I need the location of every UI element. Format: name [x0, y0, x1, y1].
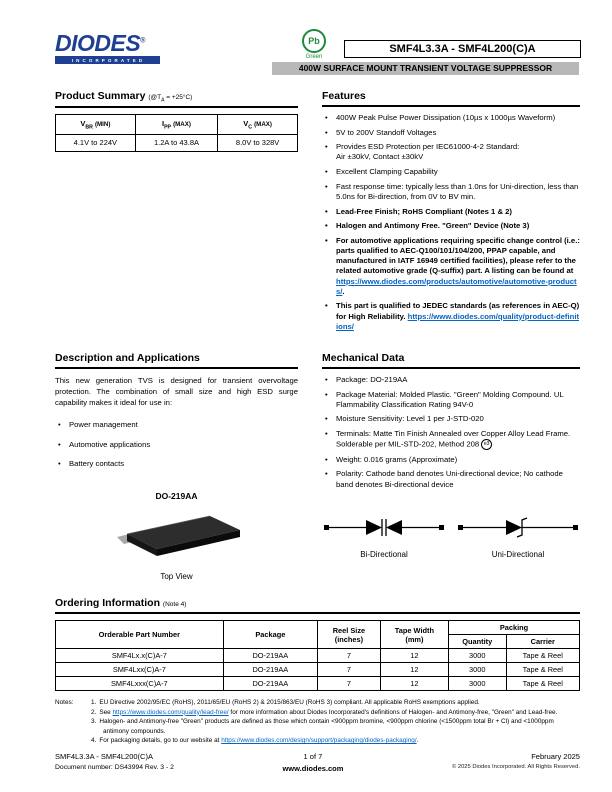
- col-carrier: Carrier: [506, 635, 579, 649]
- applications-list: [55, 420, 298, 468]
- notes-label: Notes:: [55, 699, 74, 706]
- section-title-features: Features: [322, 90, 580, 107]
- cell-quantity: 3000: [448, 663, 506, 677]
- cell-tape-width: 12: [380, 677, 448, 691]
- cell-reel-size: 7: [317, 663, 380, 677]
- mechanical-item: • Package: DO-219AA: [322, 375, 580, 385]
- footer-right: [452, 752, 580, 770]
- note-item: 3. Halogen- and Antimony-free "Green" products are defined as those which contain <900ppm bromine, <900ppm chlorine (<1500ppm total Br + Cl) and <1000ppm antimony compounds.: [91, 718, 554, 735]
- cell-carrier: Tape & Reel: [506, 677, 579, 691]
- package-caption: Top View: [160, 571, 193, 581]
- packaging-link[interactable]: https://www.diodes.com/design/support/packaging/diodes-packaging/: [221, 737, 417, 745]
- pb-icon: Pb: [302, 29, 326, 53]
- application-item: • Automotive applications: [55, 440, 298, 450]
- mechanical-item: • Weight: 0.016 grams (Approximate): [322, 455, 580, 465]
- table-row: [56, 134, 298, 151]
- summary-header-vbr: $V_{BR}$ (MIN): [56, 115, 136, 135]
- ordering-title-note: (Note 4): [162, 601, 187, 608]
- section-title-ordering: Ordering Information (Note 4): [55, 597, 580, 614]
- product-summary-section: [55, 90, 298, 152]
- cell-reel-size: 7: [317, 677, 380, 691]
- cell-part-number: SMF4Lxx(C)A-7: [56, 663, 224, 677]
- cell-quantity: 3000: [448, 649, 506, 663]
- feature-item: • Lead-Free Finish; RoHS Compliant (Notes 1 & 2): [322, 207, 580, 217]
- summary-condition: $(@T_A = +25^\circ C)$: [148, 94, 193, 104]
- diodes-logo: [55, 32, 160, 64]
- col-package: Package: [223, 621, 317, 649]
- cell-package: DO-219AA: [223, 649, 317, 663]
- package-top-view-image: [102, 506, 252, 564]
- bi-directional-symbol: [324, 514, 444, 559]
- page-footer: [55, 752, 580, 773]
- lead-free-link[interactable]: https://www.diodes.com/quality/lead-free/: [112, 708, 229, 716]
- footer-doc-number: Document number: DS43994 Rev. 3 - 2: [55, 764, 174, 771]
- notes-section: [55, 698, 580, 746]
- footer-date: February 2025: [531, 752, 580, 761]
- diode-symbols: [322, 514, 580, 559]
- cell-reel-size: 7: [317, 649, 380, 663]
- description-text: This new generation TVS is designed for transient overvoltage protection. The combination of small size and high ESD surge capability makes it ideal for use in:: [55, 376, 298, 408]
- application-item: • Power management: [55, 420, 298, 430]
- pb-free-green-icon: [296, 29, 332, 60]
- ordering-information-section: [55, 597, 580, 746]
- mechanical-data-section: [322, 352, 580, 559]
- section-title-mechanical: Mechanical Data: [322, 352, 580, 369]
- summary-value-vbr: 4.1V to 224V: [56, 134, 136, 151]
- description-section: [55, 352, 298, 581]
- cell-tape-width: 12: [380, 649, 448, 663]
- automotive-products-link[interactable]: https://www.diodes.com/products/automotive/automotive-products/: [336, 276, 577, 296]
- footer-left: [55, 752, 174, 771]
- summary-value-vc: 8.0V to 328V: [218, 134, 298, 151]
- cell-tape-width: 12: [380, 663, 448, 677]
- e3-mark: e3: [481, 439, 492, 450]
- cell-part-number: SMF4Lxxx(C)A-7: [56, 677, 224, 691]
- feature-item: • Fast response time: typically less than 1.0ns for Uni-direction, less than 5.0ns for Bi-direction, from 0V to BV min.: [322, 182, 580, 202]
- product-summary-table: [55, 114, 298, 152]
- table-row: [56, 677, 580, 691]
- uni-directional-label: Uni-Directional: [491, 549, 545, 559]
- cell-carrier: Tape & Reel: [506, 663, 579, 677]
- table-row: [56, 663, 580, 677]
- part-number-box: SMF4L3.3A - SMF4L200(C)A: [344, 40, 581, 58]
- features-section: [322, 90, 580, 336]
- feature-item: • 400W Peak Pulse Power Dissipation (10µs x 1000µs Waveform): [322, 113, 580, 123]
- product-definitions-link[interactable]: https://www.diodes.com/quality/product-definitions/: [336, 311, 580, 331]
- cell-package: DO-219AA: [223, 663, 317, 677]
- mechanical-item: • Package Material: Molded Plastic. "Green" Molding Compound. UL Flammability Classification Rating 94V-0: [322, 390, 580, 410]
- col-reel-size: Reel Size (inches): [317, 621, 380, 649]
- page-subtitle: 400W SURFACE MOUNT TRANSIENT VOLTAGE SUPPRESSOR: [272, 62, 579, 75]
- application-item: • Battery contacts: [55, 459, 298, 469]
- section-title-product-summary: Product Summary $(@T_A = +25^\circ C)$: [55, 90, 298, 108]
- section-title-description: Description and Applications: [55, 352, 298, 369]
- feature-item: • For automotive applications requiring specific change control (i.e.: parts qualified to AEC-Q100/101/104/200, PPAP capable, and manufactured in IATF 16949 certified facilities), please refer to the related automotive grade (Q-suffix) part. A listing can be found at https://www.diodes.com/products/automotive/automotive-products/.: [322, 236, 580, 297]
- summary-header-ipp: $I_{PP}$ (MAX): [135, 115, 218, 135]
- cell-carrier: Tape & Reel: [506, 649, 579, 663]
- cell-package: DO-219AA: [223, 677, 317, 691]
- feature-item: • 5V to 200V Standoff Voltages: [322, 128, 580, 138]
- note-item: 4. For packaging details, go to our website at https://www.diodes.com/design/support/packaging/diodes-packaging/.: [91, 737, 419, 745]
- features-list: [322, 113, 580, 332]
- feature-item: • Halogen and Antimony Free. "Green" Device (Note 3): [322, 221, 580, 231]
- note-item: 1. EU Directive 2002/95/EC (RoHS), 2011/65/EU (RoHS 2) & 2015/863/EU (RoHS 3) compliant. All applicable RoHS exemptions applied.: [91, 699, 480, 706]
- footer-center: [282, 752, 343, 773]
- ordering-table: [55, 620, 580, 691]
- feature-item: • Provides ESD Protection per IEC61000-4-2 Standard: Air ±30kV, Contact ±30kV: [322, 142, 580, 162]
- uni-directional-symbol-image: [458, 514, 578, 542]
- col-tape-width: Tape Width (mm): [380, 621, 448, 649]
- feature-item: • This part is qualified to JEDEC standards (as references in AEC-Q) for High Reliability. https://www.diodes.com/quality/product-definitions/: [322, 301, 580, 331]
- table-row: [56, 649, 580, 663]
- feature-item: • Excellent Clamping Capability: [322, 167, 580, 177]
- package-name: DO-219AA: [155, 490, 198, 501]
- mechanical-list: [322, 375, 580, 490]
- diodes-logo-text: DIODES®: [55, 30, 145, 56]
- mechanical-item: • Polarity: Cathode band denotes Uni-directional device; No cathode band denotes Bi-directional device: [322, 469, 580, 489]
- footer-website-link[interactable]: www.diodes.com: [282, 764, 344, 773]
- bi-directional-symbol-image: [324, 514, 444, 542]
- mechanical-item: • Terminals: Matte Tin Finish Annealed over Copper Alloy Lead Frame. Solderable per MIL-STD-202, Method 208 e3: [322, 429, 580, 450]
- col-quantity: Quantity: [448, 635, 506, 649]
- cell-part-number: SMF4Lx.x(C)A-7: [56, 649, 224, 663]
- bi-directional-label: Bi-Directional: [360, 549, 408, 559]
- footer-copyright: © 2025 Diodes Incorporated. All Rights Reserved.: [451, 764, 580, 770]
- footer-page-number: 1 of 7: [303, 752, 323, 761]
- note-item: 2. See https://www.diodes.com/quality/lead-free/ for more information about Diodes Incorporated's definitions of Halogen- and Antimony-free, "Green" and Lead-free.: [91, 708, 558, 716]
- cell-quantity: 3000: [448, 677, 506, 691]
- footer-part-number: SMF4L3.3A - SMF4L200(C)A: [55, 752, 153, 761]
- uni-directional-symbol: [458, 514, 578, 559]
- summary-header-vc: $V_C$ (MAX): [218, 115, 298, 135]
- diodes-logo-incorporated: INCORPORATED: [55, 56, 160, 64]
- package-figure: [55, 491, 298, 581]
- mechanical-item: • Moisture Sensitivity: Level 1 per J-STD-020: [322, 414, 580, 424]
- col-orderable-part-number: Orderable Part Number: [56, 621, 224, 649]
- green-label: Green: [305, 54, 323, 60]
- col-packing: Packing: [448, 621, 579, 635]
- notes-list: [91, 698, 580, 746]
- registered-mark: ®: [140, 37, 145, 45]
- summary-value-ipp: 1.2A to 43.8A: [135, 134, 218, 151]
